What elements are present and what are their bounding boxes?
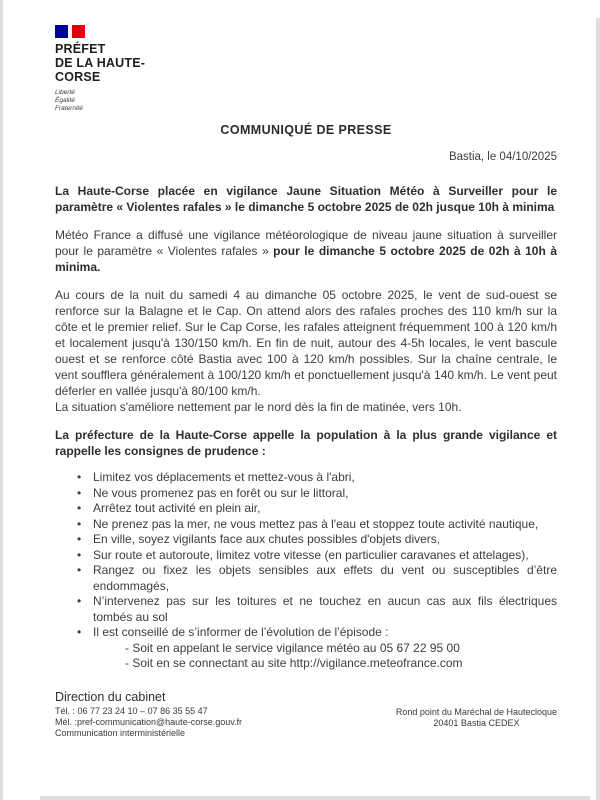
flag-blue-stripe	[55, 25, 68, 38]
flag-red-stripe	[72, 25, 85, 38]
footer-address-line2: 20401 Bastia CEDEX	[433, 717, 520, 728]
footer-email: Mél. :pref-communication@haute-corse.gouv.fr	[55, 716, 243, 727]
footer-service: Communication interministérielle	[55, 727, 186, 738]
intro-paragraph	[55, 227, 557, 275]
advice-list-item: • Sur route et autoroute, limitez votre vitesse (en particulier caravanes et attelages),	[55, 548, 557, 564]
prefecture-name-line: CORSE	[55, 70, 101, 84]
vigilance-call-paragraph: La préfecture de la Haute-Corse appelle la population à la plus grande vigilance et rappelle les consignes de prudence :	[55, 428, 557, 458]
info-sources-list	[55, 641, 557, 672]
prefecture-name-line: PRÉFET	[55, 42, 106, 56]
french-flag-icon	[55, 25, 85, 38]
footer-contact-block	[55, 690, 242, 739]
advice-list-item: • Arrêtez tout activité en plein air,	[55, 501, 557, 517]
advice-list-item: • En ville, soyez vigilants face aux chutes possibles d'objets divers,	[55, 532, 557, 548]
document-title: COMMUNIQUÉ DE PRESSE	[220, 123, 392, 137]
prefecture-name	[55, 42, 557, 84]
page-edge-right	[596, 18, 600, 800]
forecast-paragraph: Au cours de la nuit du samedi 4 au dimanche 05 octobre 2025, le vent de sud-ouest se renforce sur la Balagne et le Cap. On attend alors des rafales proches des 110 km/h sur la côte et le premier relief. Sur le Cap Corse, les rafales atteignent fréquemment 100 à 120 km/h et localement jusqu'à 130/150 km/h. En fin de nuit, autour des 4-5h locales, le vent bascule ouest et se renforce côté Bastia avec 100 à 120 km/h possibles. Sur la chaîne centrale, le vent soufflera généralement à 100/120 km/h et ponctuellement jusqu'à 140 km/h. Le vent peut déferler en vallée jusqu'à 80/100 km/h.	[55, 288, 557, 398]
advice-list-item: • Limitez vos déplacements et mettez-vous à l'abri,	[55, 470, 557, 486]
motto-line: Fraternité	[55, 105, 83, 112]
prefecture-name-line: DE LA HAUTE-	[55, 56, 146, 70]
dateline: Bastia, le 04/10/2025	[448, 151, 557, 163]
improvement-sentence: La situation s'améliore nettement par le nord dès la fin de matinée, vers 10h.	[55, 400, 462, 414]
info-source-item: - Soit en appelant le service vigilance météo au 05 67 22 95 00	[125, 640, 460, 655]
advice-list-item: • Ne vous promenez pas en forêt ou sur le littoral,	[55, 486, 557, 502]
document-body	[55, 183, 557, 672]
republic-motto	[55, 89, 557, 113]
advice-list-item: • Rangez ou fixez les objets sensibles aux effets du vent ou susceptibles d’être endommagés,	[55, 563, 557, 594]
page-edge-bottom	[40, 796, 590, 800]
motto-line: Égalité	[55, 97, 75, 104]
intro-paragraph-bold: pour le dimanche 5 octobre 2025 de 02h à 10h à minima.	[55, 244, 557, 274]
advice-list-item: • N’intervenez pas sur les toitures et ne touchez en aucun cas aux fils électriques tombés au sol	[55, 594, 557, 625]
advice-list-item: • Ne prenez pas la mer, ne vous mettez pas à l'eau et stoppez toute activité nautique,	[55, 517, 557, 533]
advice-list-item: • Il est conseillé de s’informer de l’évolution de l’épisode :	[55, 625, 557, 641]
footer-address-line1: Rond point du Maréchal de Hautecloque	[395, 706, 557, 717]
prefecture-logo	[55, 25, 557, 113]
advice-list	[55, 470, 557, 641]
headline-paragraph: La Haute-Corse placée en vigilance Jaune Situation Météo à Surveiller pour le paramètre « Violentes rafales » le dimanche 5 octobre 2025 de 02h jusque 10h à minima	[55, 184, 557, 214]
intro-paragraph-text: Météo France a diffusé une vigilance météorologique de niveau jaune situation à surveiller pour le paramètre « Violentes rafales »	[55, 228, 557, 258]
motto-line: Liberté	[55, 89, 75, 96]
page-edge-left	[0, 0, 3, 800]
footer-address-block	[396, 707, 557, 729]
info-source-item: - Soit en se connectant au site http://vigilance.meteofrance.com	[125, 656, 463, 670]
footer-phone: Tél. : 06 77 23 24 10 – 07 86 35 55 47	[55, 705, 208, 716]
footer-department: Direction du cabinet	[55, 689, 166, 704]
document-footer	[55, 690, 557, 739]
